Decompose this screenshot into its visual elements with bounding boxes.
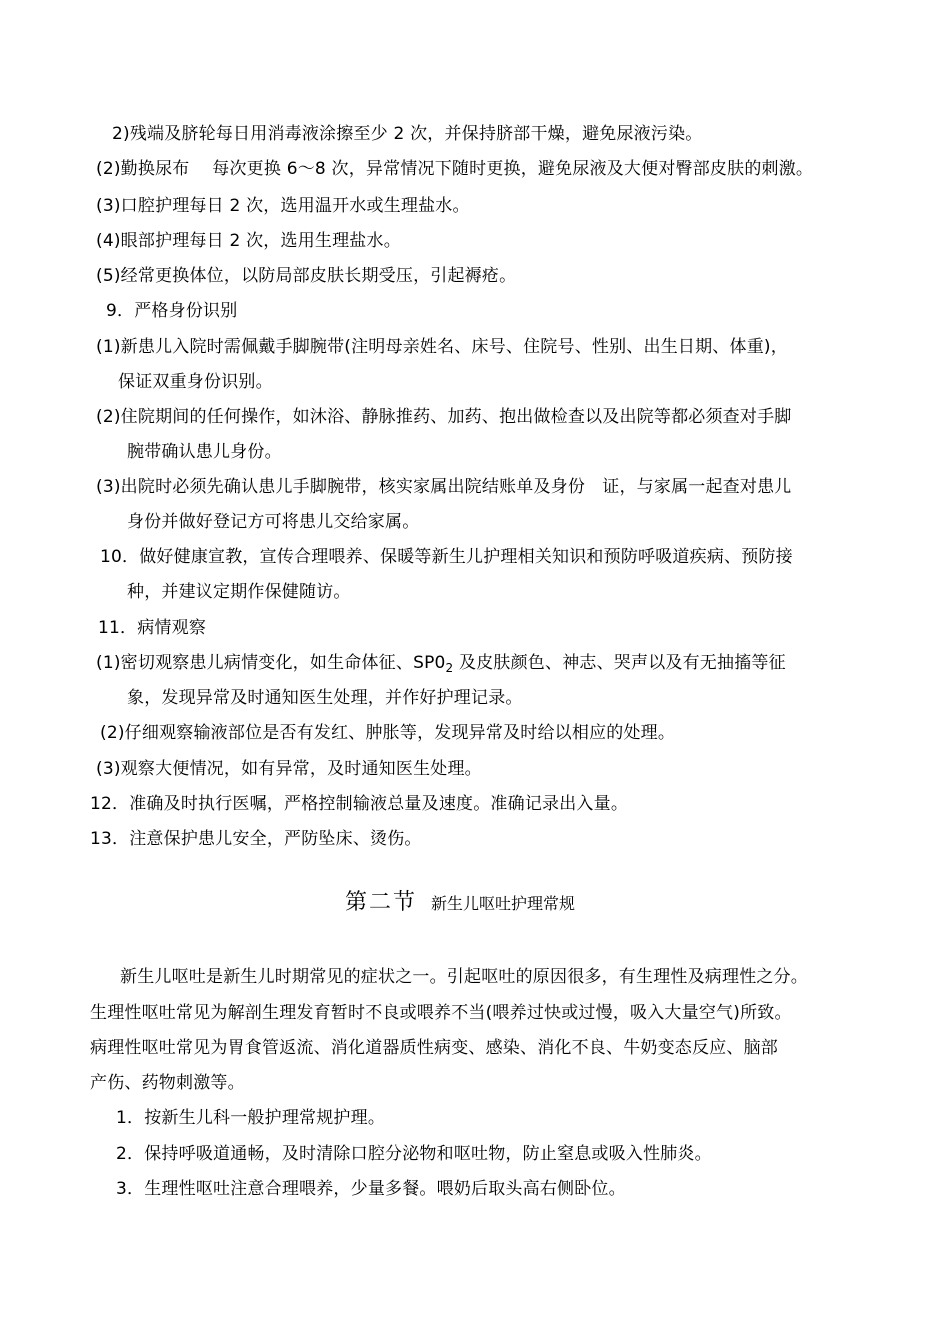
eye-care-line: (4)眼部护理每日 2 次，选用生理盐水。 xyxy=(96,231,401,251)
observation-item-3: (3)观察大便情况，如有异常，及时通知医生处理。 xyxy=(96,759,482,779)
identity-line-1: (1)新患儿入院时需佩戴手脚腕带(注明母亲姓名、床号、住院号、性别、出生日期、体重)， xyxy=(96,337,788,357)
section-heading xyxy=(345,885,575,916)
observation-item-1-rest: 及皮肤颜色、神志、哭声以及有无抽搐等征 xyxy=(453,653,786,673)
observation-item-2: (2)仔细观察输液部位是否有发红、肿胀等，发现异常及时给以相应的处理。 xyxy=(100,723,676,743)
safety-line: 13．注意保护患儿安全，严防坠床、烫伤。 xyxy=(90,829,422,849)
identity-line-5: (3)出院时必须先确认患儿手脚腕带，核实家属出院结账单及身份 证，与家属一起查对患儿 xyxy=(96,477,792,497)
observation-heading: 11．病情观察 xyxy=(98,618,207,638)
oral-care-line: (3)口腔护理每日 2 次，选用温开水或生理盐水。 xyxy=(96,196,470,216)
observation-item-1-text: (1)密切观察患儿病情变化，如生命体征、SP0 xyxy=(96,653,446,673)
intro-line-2: 生理性呕吐常见为解剖生理发育暂时不良或喂养不当(喂养过快或过慢，吸入大量空气)所致。 xyxy=(90,1003,792,1023)
education-line-1: 10．做好健康宣教，宣传合理喂养、保暖等新生儿护理相关知识和预防呼吸道疾病、预防接 xyxy=(100,547,793,567)
identity-heading: 9．严格身份识别 xyxy=(106,301,238,321)
position-change-line: (5)经常更换体位，以防局部皮肤长期受压，引起褥疮。 xyxy=(96,266,517,286)
vomit-step-1: 1．按新生儿科一般护理常规护理。 xyxy=(116,1108,386,1128)
identity-line-2: 保证双重身份识别。 xyxy=(118,372,273,392)
umbilical-care-line: 2)残端及脐轮每日用消毒液涂擦至少 2 次，并保持脐部干燥，避免尿液污染。 xyxy=(112,124,703,144)
vomit-step-2: 2．保持呼吸道通畅，及时清除口腔分泌物和呕吐物，防止窒息或吸入性肺炎。 xyxy=(116,1144,712,1164)
observation-item-1 xyxy=(96,652,866,679)
observation-item-1-line-2: 象，发现异常及时通知医生处理，并作好护理记录。 xyxy=(127,688,523,708)
diaper-change-line: (2)勤换尿布 每次更换 6～8 次，异常情况下随时更换，避免尿液及大便对臀部皮肤的刺激。 xyxy=(96,159,814,179)
section-number: 第二节 xyxy=(345,890,418,915)
education-line-2: 种，并建议定期作保健随访。 xyxy=(127,582,351,602)
section-title: 新生儿呕吐护理常规 xyxy=(431,894,576,913)
identity-line-3: (2)住院期间的任何操作，如沐浴、静脉推药、加药、抱出做检查以及出院等都必须查对手脚 xyxy=(96,407,792,427)
intro-line-3: 病理性呕吐常见为胃食管返流、消化道器质性病变、感染、消化不良、牛奶变态反应、脑部 xyxy=(90,1038,778,1058)
identity-line-6: 身份并做好登记方可将患儿交给家属。 xyxy=(127,512,420,532)
orders-line: 12．准确及时执行医嘱，严格控制输液总量及速度。准确记录出入量。 xyxy=(90,794,629,814)
vomit-step-3: 3．生理性呕吐注意合理喂养，少量多餐。喂奶后取头高右侧卧位。 xyxy=(116,1179,626,1199)
identity-line-4: 腕带确认患儿身份。 xyxy=(127,442,282,462)
spo2-subscript: 2 xyxy=(445,661,454,675)
intro-line-4: 产伤、药物刺激等。 xyxy=(90,1073,245,1093)
intro-line-1: 新生儿呕吐是新生儿时期常见的症状之一。引起呕吐的原因很多，有生理性及病理性之分。 xyxy=(120,967,808,987)
